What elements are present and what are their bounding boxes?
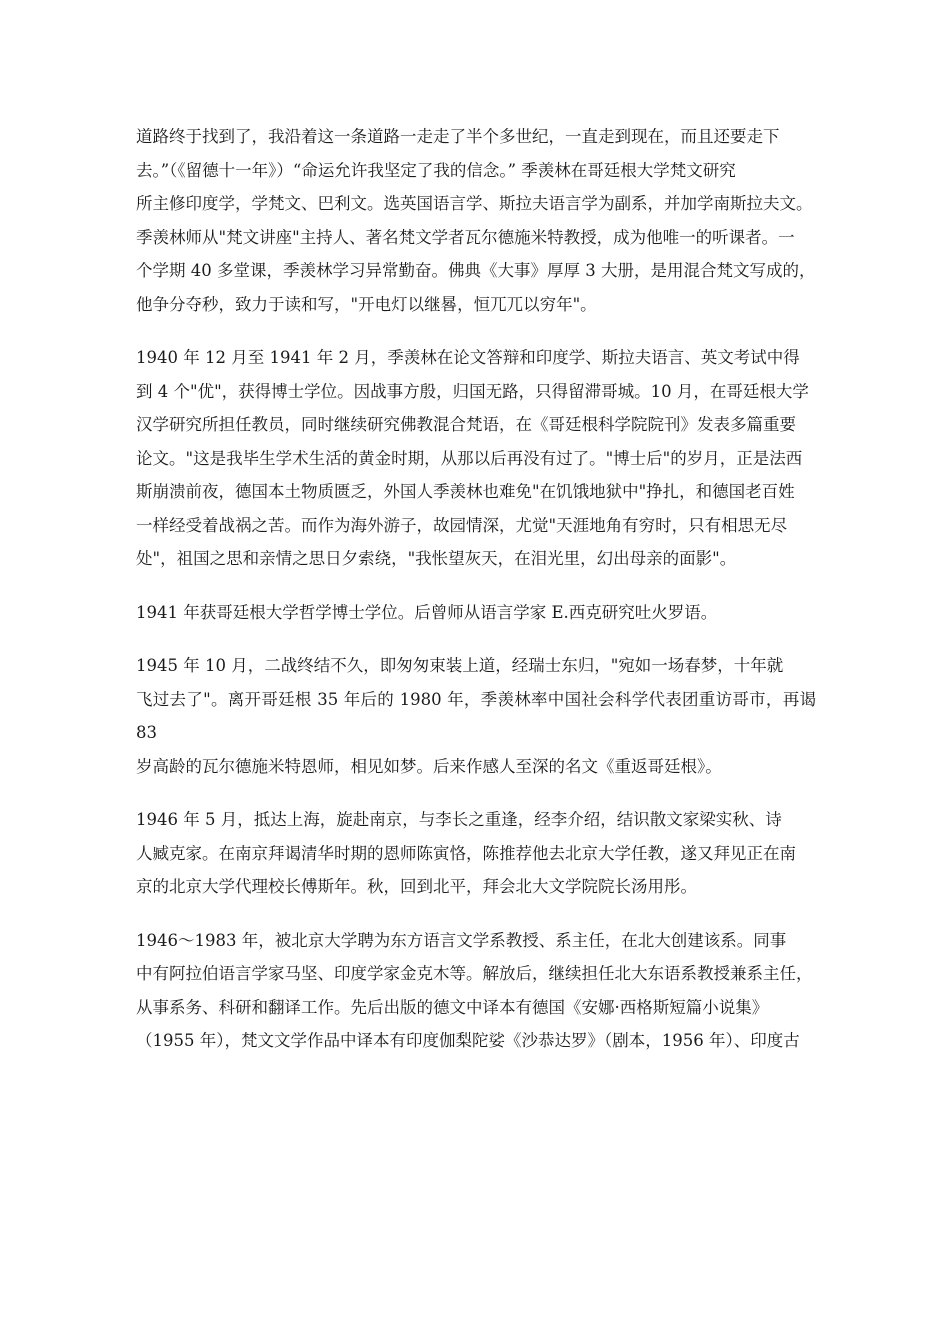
paragraph-5: 1946 年 5 月，抵达上海，旋赴南京，与李长之重逢，经李介绍，结识散文家梁实秋、诗 人臧克家。在南京拜谒清华时期的恩师陈寅恪，陈推荐他去北京大学任教，遂又拜见正在南 京的北京大学代理校长傅斯年。秋，回到北平，拜会北大文学院院长汤用彤。: [136, 810, 796, 896]
paragraph-2: 1940 年 12 月至 1941 年 2 月，季羡林在论文答辩和印度学、斯拉夫语言、英文考试中得 到 4 个"优"，获得博士学位。因战事方殷，归国无路，只得留滞哥城。10 月，在哥廷根大学 汉学研究所担任教员，同时继续研究佛教混合梵语，在《哥廷根科学院院刊》发表多篇重要 论文。"这是我毕生学术生活的黄金时期，从那以后再没有过了。"博士后"的岁月，正是法西 斯崩溃前夜，德国本土物质匮乏，外国人季羡林也难免"在饥饿地狱中"挣扎，和德国老百姓 一样经受着战祸之苦。而作为海外游子，故园情深，尤觉"天涯地角有穷时，只有相思无尽 处"，祖国之思和亲情之思日夕索绕，"我怅望灰天，在泪光里，幻出母亲的面影"。: [136, 348, 809, 568]
paragraph-4: 1945 年 10 月，二战终结不久，即匆匆束装上道，经瑞士东归，"宛如一场春梦，十年就 飞过去了"。离开哥廷根 35 年后的 1980 年，季羡林率中国社会科学代表团重访哥市，再谒 83 岁高龄的瓦尔德施米特恩师，相见如梦。后来作感人至深的名文《重返哥廷根》。: [136, 656, 816, 776]
paragraph-1: 道路终于找到了，我沿着这一条道路一走走了半个多世纪，一直走到现在，而且还要走下 去。”（《留德十一年》）“命运允许我坚定了我的信念。” 季羡林在哥廷根大学梵文研究 所主修印度学，学梵文、巴利文。选英国语言学、斯拉夫语言学为副系，并加学南斯拉夫文。 季羡林师从"梵文讲座"主持人、著名梵文学者瓦尔德施米特教授，成为他唯一的听课者。一 个学期 40 多堂课，季羡林学习异常勤奋。佛典《大事》厚厚 3 大册，是用混合梵文写成的， 他争分夺秒，致力于读和写，"开电灯以继晷，恒兀兀以穷年"。: [136, 127, 816, 314]
paragraph-6: 1946～1983 年，被北京大学聘为东方语言文学系教授、系主任，在北大创建该系。同事 中有阿拉伯语言学家马坚、印度学家金克木等。解放后，继续担任北大东语系教授兼系主任， 从事系务、科研和翻译工作。先后出版的德文中译本有德国《安娜·西格斯短篇小说集》 （1955 年），梵文文学作品中译本有印度伽梨陀娑《沙恭达罗》（剧本，1956 年）、印度古: [136, 930, 813, 1050]
document-body: [136, 120, 816, 1078]
paragraph-3: 1941 年获哥廷根大学哲学博士学位。后曾师从语言学家 E.西克研究吐火罗语。: [136, 602, 718, 622]
